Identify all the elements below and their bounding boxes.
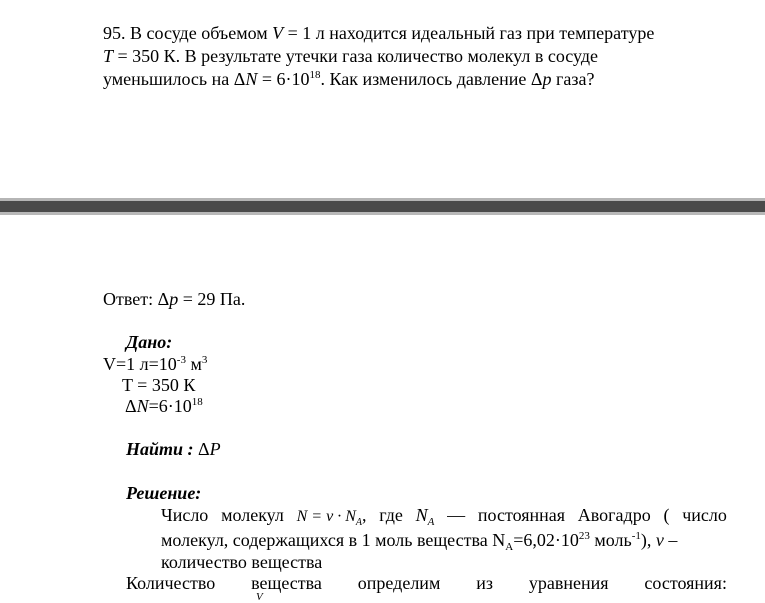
solution-line-1 xyxy=(161,505,727,526)
solution-text: =6,02·10 xyxy=(513,530,579,550)
problem-line-3 xyxy=(103,68,654,94)
problem-text: = 6·10 xyxy=(257,69,310,89)
page-separator xyxy=(0,201,765,212)
formula-molecule-count xyxy=(297,505,367,526)
exponent: 23 xyxy=(578,530,590,542)
avogadro-symbol xyxy=(416,505,435,526)
solution-word: Количество xyxy=(126,573,216,593)
solution-word: число xyxy=(682,505,727,525)
solution-line-2 xyxy=(161,530,727,551)
pressure-symbol: P xyxy=(209,439,221,459)
problem-line-1 xyxy=(103,22,654,45)
solution-word: из xyxy=(476,573,493,593)
subscript: A xyxy=(505,541,514,553)
page-separator-bottom xyxy=(0,212,765,215)
pressure-symbol: p xyxy=(542,69,552,89)
temperature-symbol: T xyxy=(103,46,114,66)
problem-text: = 1 л находится идеальный газ при температуре xyxy=(283,23,655,43)
solution-word: ( xyxy=(663,505,670,525)
answer-label: Ответ: Δ xyxy=(103,289,170,309)
problem-text: . Как изменилось давление Δ xyxy=(320,69,543,89)
find-text: Δ xyxy=(193,439,210,459)
answer-line xyxy=(103,289,245,310)
exponent: 3 xyxy=(201,354,208,366)
solution-line-4 xyxy=(126,573,727,594)
given-text: м xyxy=(185,354,202,374)
amount-symbol: ν xyxy=(655,530,664,550)
solution-word: Число xyxy=(161,505,209,525)
given-heading: Дано: xyxy=(126,332,173,352)
avogadro-subscript: A xyxy=(427,516,435,528)
avogadro-letter: N xyxy=(415,505,428,525)
problem-statement xyxy=(103,22,654,94)
solution-text: моль xyxy=(589,530,632,550)
find-line xyxy=(126,439,221,460)
problem-text: = 350 К. В результате утечки газа количество молекул в сосуде xyxy=(113,46,599,66)
pressure-symbol: p xyxy=(169,289,179,309)
solution-word: состояния: xyxy=(644,573,727,593)
exponent: 18 xyxy=(309,69,321,81)
given-text: Δ xyxy=(125,396,137,416)
find-heading: Найти : xyxy=(126,439,194,459)
solution-text: ), xyxy=(640,530,656,550)
problem-text: В сосуде объемом xyxy=(125,23,273,43)
given-molecule-change xyxy=(125,396,203,417)
problem-text: газа? xyxy=(551,69,595,89)
solution-heading: Решение: xyxy=(126,483,202,503)
solution-word: постоянная xyxy=(477,505,566,525)
solution-word: Авогадро xyxy=(577,505,651,525)
given-volume xyxy=(103,354,207,375)
solution-word: где xyxy=(379,505,403,525)
formula-text: N = ν · N xyxy=(296,508,356,525)
given-text: V=1 л=10 xyxy=(103,354,177,374)
solution-line-3: количество вещества xyxy=(161,552,323,572)
formula-fragment: V xyxy=(256,591,263,603)
volume-symbol: V xyxy=(272,23,284,43)
problem-text: уменьшилось на Δ xyxy=(103,69,246,89)
solution-word: определим xyxy=(357,573,441,593)
formula-subscript: A xyxy=(355,517,362,528)
solution-text: – xyxy=(663,530,678,550)
molecule-count-symbol: N xyxy=(136,396,149,416)
given-temperature: T = 350 К xyxy=(122,375,196,395)
solution-word: — xyxy=(447,505,466,525)
solution-word: молекул xyxy=(221,505,284,525)
solution-word: уравнения xyxy=(528,573,609,593)
exponent: 18 xyxy=(191,396,203,408)
answer-value: = 29 Па. xyxy=(178,289,246,309)
problem-line-2 xyxy=(103,45,654,68)
solution-text: молекул, содержащихся в 1 моль вещества N xyxy=(161,530,506,550)
given-text: =6·10 xyxy=(148,396,192,416)
exponent: -1 xyxy=(631,530,641,542)
problem-number: 95. xyxy=(103,23,126,43)
solution-word: вещества xyxy=(251,573,322,593)
molecule-count-symbol: N xyxy=(245,69,258,89)
solution-word: , xyxy=(361,505,367,525)
exponent: -3 xyxy=(176,354,186,366)
